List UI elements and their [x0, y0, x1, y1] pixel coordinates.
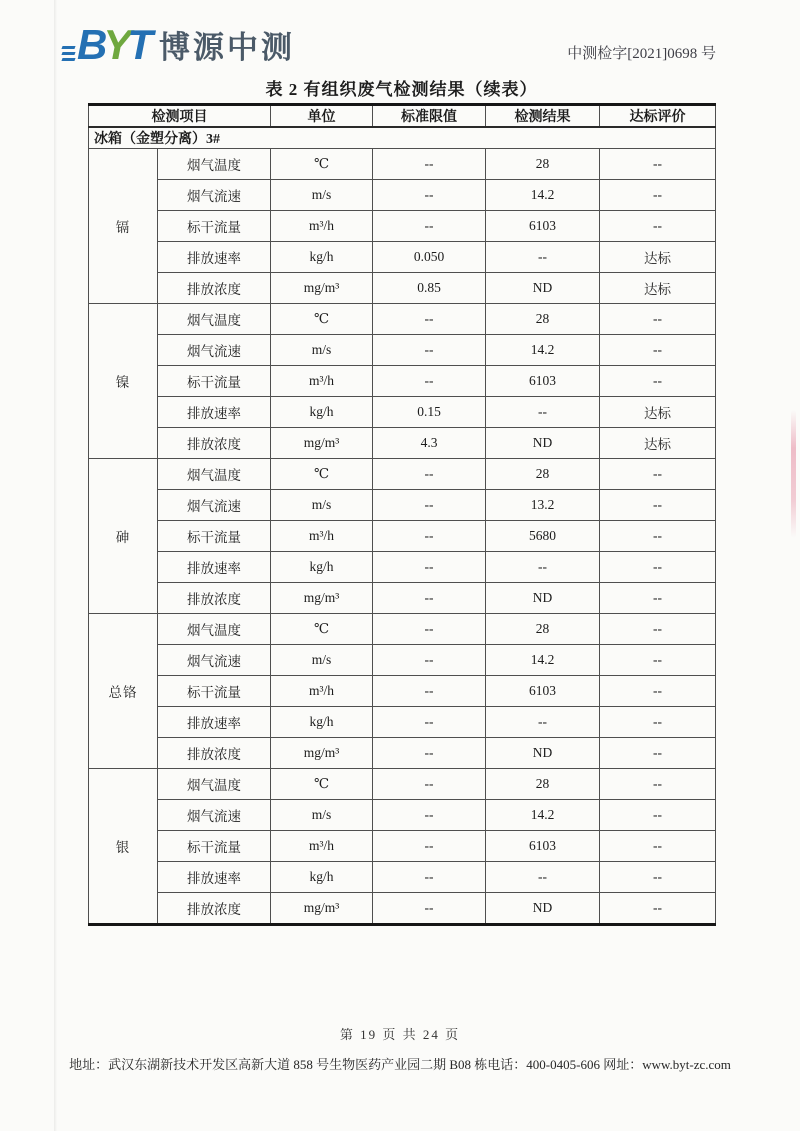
unit-cell: ℃ [271, 149, 373, 180]
result-cell: ND [486, 738, 600, 769]
result-cell: 28 [486, 459, 600, 490]
unit-cell: kg/h [271, 707, 373, 738]
param-cell: 烟气流速 [158, 490, 271, 521]
result-cell: 6103 [486, 211, 600, 242]
eval-cell: -- [600, 893, 716, 925]
eval-cell: -- [600, 490, 716, 521]
table-row [89, 397, 716, 428]
pollutant-cell: 砷 [89, 459, 158, 614]
limit-cell: -- [373, 707, 486, 738]
result-cell: -- [486, 242, 600, 273]
table-row [89, 335, 716, 366]
limit-cell: -- [373, 180, 486, 211]
eval-cell: -- [600, 800, 716, 831]
unit-cell: kg/h [271, 242, 373, 273]
table-row [89, 242, 716, 273]
limit-cell: -- [373, 893, 486, 925]
section-row [89, 127, 716, 149]
limit-cell: -- [373, 459, 486, 490]
header-item: 检测项目 [89, 105, 271, 128]
eval-cell: -- [600, 645, 716, 676]
unit-cell: kg/h [271, 552, 373, 583]
page-indicator: 第 19 页 共 24 页 [339, 1027, 461, 1042]
table-row [89, 366, 716, 397]
document-number: 中测检字[2021]0698 号 [567, 46, 716, 62]
table-row [89, 583, 716, 614]
result-cell: 14.2 [486, 645, 600, 676]
param-cell: 标干流量 [158, 676, 271, 707]
unit-cell: ℃ [271, 614, 373, 645]
result-cell: 14.2 [486, 180, 600, 211]
eval-cell: -- [600, 831, 716, 862]
header-evaluation: 达标评价 [600, 105, 716, 128]
limit-cell: -- [373, 831, 486, 862]
page-edge-shadow [54, 0, 57, 1131]
pollutant-cell: 总铬 [89, 614, 158, 769]
eval-cell: -- [600, 521, 716, 552]
table-row [89, 831, 716, 862]
unit-cell: kg/h [271, 397, 373, 428]
table-row [89, 521, 716, 552]
eval-cell: 达标 [600, 242, 716, 273]
eval-cell: -- [600, 552, 716, 583]
result-cell: 28 [486, 149, 600, 180]
result-cell: -- [486, 397, 600, 428]
unit-cell: mg/m³ [271, 583, 373, 614]
unit-cell: mg/m³ [271, 428, 373, 459]
logo-letter-b: B [77, 20, 104, 68]
limit-cell: -- [373, 645, 486, 676]
param-cell: 标干流量 [158, 521, 271, 552]
eval-cell: -- [600, 676, 716, 707]
scan-artifact [791, 410, 796, 538]
result-cell: 28 [486, 614, 600, 645]
eval-cell: -- [600, 614, 716, 645]
unit-cell: mg/m³ [271, 273, 373, 304]
param-cell: 烟气流速 [158, 800, 271, 831]
result-cell: 28 [486, 304, 600, 335]
result-cell: 14.2 [486, 800, 600, 831]
result-cell: ND [486, 273, 600, 304]
table-row [89, 862, 716, 893]
limit-cell: -- [373, 676, 486, 707]
unit-cell: m/s [271, 335, 373, 366]
eval-cell: -- [600, 862, 716, 893]
limit-cell: -- [373, 614, 486, 645]
limit-cell: -- [373, 800, 486, 831]
param-cell: 排放浓度 [158, 583, 271, 614]
unit-cell: ℃ [271, 459, 373, 490]
eval-cell: -- [600, 149, 716, 180]
param-cell: 标干流量 [158, 366, 271, 397]
table-row [89, 149, 716, 180]
pollutant-cell: 镉 [89, 149, 158, 304]
eval-cell: -- [600, 335, 716, 366]
param-cell: 烟气温度 [158, 304, 271, 335]
param-cell: 烟气流速 [158, 180, 271, 211]
param-cell: 烟气温度 [158, 614, 271, 645]
table-header-row [89, 105, 716, 128]
table-row [89, 180, 716, 211]
unit-cell: m/s [271, 180, 373, 211]
param-cell: 排放速率 [158, 397, 271, 428]
unit-cell: m/s [271, 645, 373, 676]
param-cell: 烟气温度 [158, 459, 271, 490]
limit-cell: -- [373, 304, 486, 335]
unit-cell: m³/h [271, 676, 373, 707]
unit-cell: m/s [271, 490, 373, 521]
section-label: 冰箱（金塑分离）3# [89, 127, 716, 149]
limit-cell: 0.050 [373, 242, 486, 273]
result-cell: 14.2 [486, 335, 600, 366]
param-cell: 烟气流速 [158, 335, 271, 366]
limit-cell: 0.85 [373, 273, 486, 304]
logo-letter-t: T [127, 20, 150, 68]
eval-cell: -- [600, 459, 716, 490]
result-cell: -- [486, 552, 600, 583]
unit-cell: m³/h [271, 211, 373, 242]
emission-results-table [88, 103, 716, 926]
unit-cell: ℃ [271, 769, 373, 800]
unit-cell: m³/h [271, 366, 373, 397]
table-row [89, 459, 716, 490]
table-row [89, 769, 716, 800]
header-unit: 单位 [271, 105, 373, 128]
unit-cell: ℃ [271, 304, 373, 335]
unit-cell: m³/h [271, 521, 373, 552]
limit-cell: -- [373, 335, 486, 366]
limit-cell: -- [373, 211, 486, 242]
table-row [89, 490, 716, 521]
unit-cell: kg/h [271, 862, 373, 893]
unit-cell: m/s [271, 800, 373, 831]
footer-address: 地址：武汉东湖新技术开发区高新大道 858 号生物医药产业园二期 B08 栋电话：400-0405-606 网址：www.byt-zc.com [69, 1057, 731, 1072]
eval-cell: 达标 [600, 273, 716, 304]
table-title: 表 2 有组织废气检测结果（续表） [265, 80, 538, 99]
param-cell: 烟气温度 [158, 769, 271, 800]
eval-cell: -- [600, 769, 716, 800]
eval-cell: 达标 [600, 397, 716, 428]
result-cell: 6103 [486, 831, 600, 862]
unit-cell: mg/m³ [271, 893, 373, 925]
result-cell: 28 [486, 769, 600, 800]
table-row [89, 676, 716, 707]
unit-cell: m³/h [271, 831, 373, 862]
eval-cell: -- [600, 180, 716, 211]
param-cell: 标干流量 [158, 831, 271, 862]
eval-cell: -- [600, 583, 716, 614]
table-row [89, 614, 716, 645]
param-cell: 排放浓度 [158, 738, 271, 769]
eval-cell: -- [600, 211, 716, 242]
table-row [89, 707, 716, 738]
result-cell: ND [486, 893, 600, 925]
param-cell: 标干流量 [158, 211, 271, 242]
limit-cell: 4.3 [373, 428, 486, 459]
param-cell: 排放浓度 [158, 428, 271, 459]
param-cell: 烟气温度 [158, 149, 271, 180]
result-cell: 6103 [486, 366, 600, 397]
param-cell: 烟气流速 [158, 645, 271, 676]
table-row [89, 211, 716, 242]
table-row [89, 304, 716, 335]
param-cell: 排放速率 [158, 242, 271, 273]
eval-cell: -- [600, 738, 716, 769]
logo-letter-y: Y [103, 20, 128, 68]
param-cell: 排放浓度 [158, 273, 271, 304]
result-cell: -- [486, 862, 600, 893]
eval-cell: 达标 [600, 428, 716, 459]
limit-cell: -- [373, 521, 486, 552]
limit-cell: -- [373, 862, 486, 893]
eval-cell: -- [600, 707, 716, 738]
unit-cell: mg/m³ [271, 738, 373, 769]
limit-cell: -- [373, 490, 486, 521]
limit-cell: -- [373, 149, 486, 180]
eval-cell: -- [600, 304, 716, 335]
param-cell: 排放浓度 [158, 893, 271, 925]
table-row [89, 273, 716, 304]
result-cell: -- [486, 707, 600, 738]
header-limit: 标准限值 [373, 105, 486, 128]
result-cell: ND [486, 428, 600, 459]
table-row [89, 800, 716, 831]
table-row [89, 893, 716, 925]
result-cell: ND [486, 583, 600, 614]
table-row [89, 552, 716, 583]
result-cell: 5680 [486, 521, 600, 552]
result-cell: 13.2 [486, 490, 600, 521]
param-cell: 排放速率 [158, 862, 271, 893]
logo-company-name: 博源中测 [159, 30, 296, 65]
eval-cell: -- [600, 366, 716, 397]
table-row [89, 645, 716, 676]
param-cell: 排放速率 [158, 707, 271, 738]
param-cell: 排放速率 [158, 552, 271, 583]
table-row [89, 428, 716, 459]
pollutant-cell: 银 [89, 769, 158, 925]
limit-cell: -- [373, 738, 486, 769]
limit-cell: -- [373, 366, 486, 397]
limit-cell: 0.15 [373, 397, 486, 428]
pollutant-cell: 镍 [89, 304, 158, 459]
limit-cell: -- [373, 769, 486, 800]
limit-cell: -- [373, 552, 486, 583]
limit-cell: -- [373, 583, 486, 614]
table-row [89, 738, 716, 769]
header-result: 检测结果 [486, 105, 600, 128]
result-cell: 6103 [486, 676, 600, 707]
